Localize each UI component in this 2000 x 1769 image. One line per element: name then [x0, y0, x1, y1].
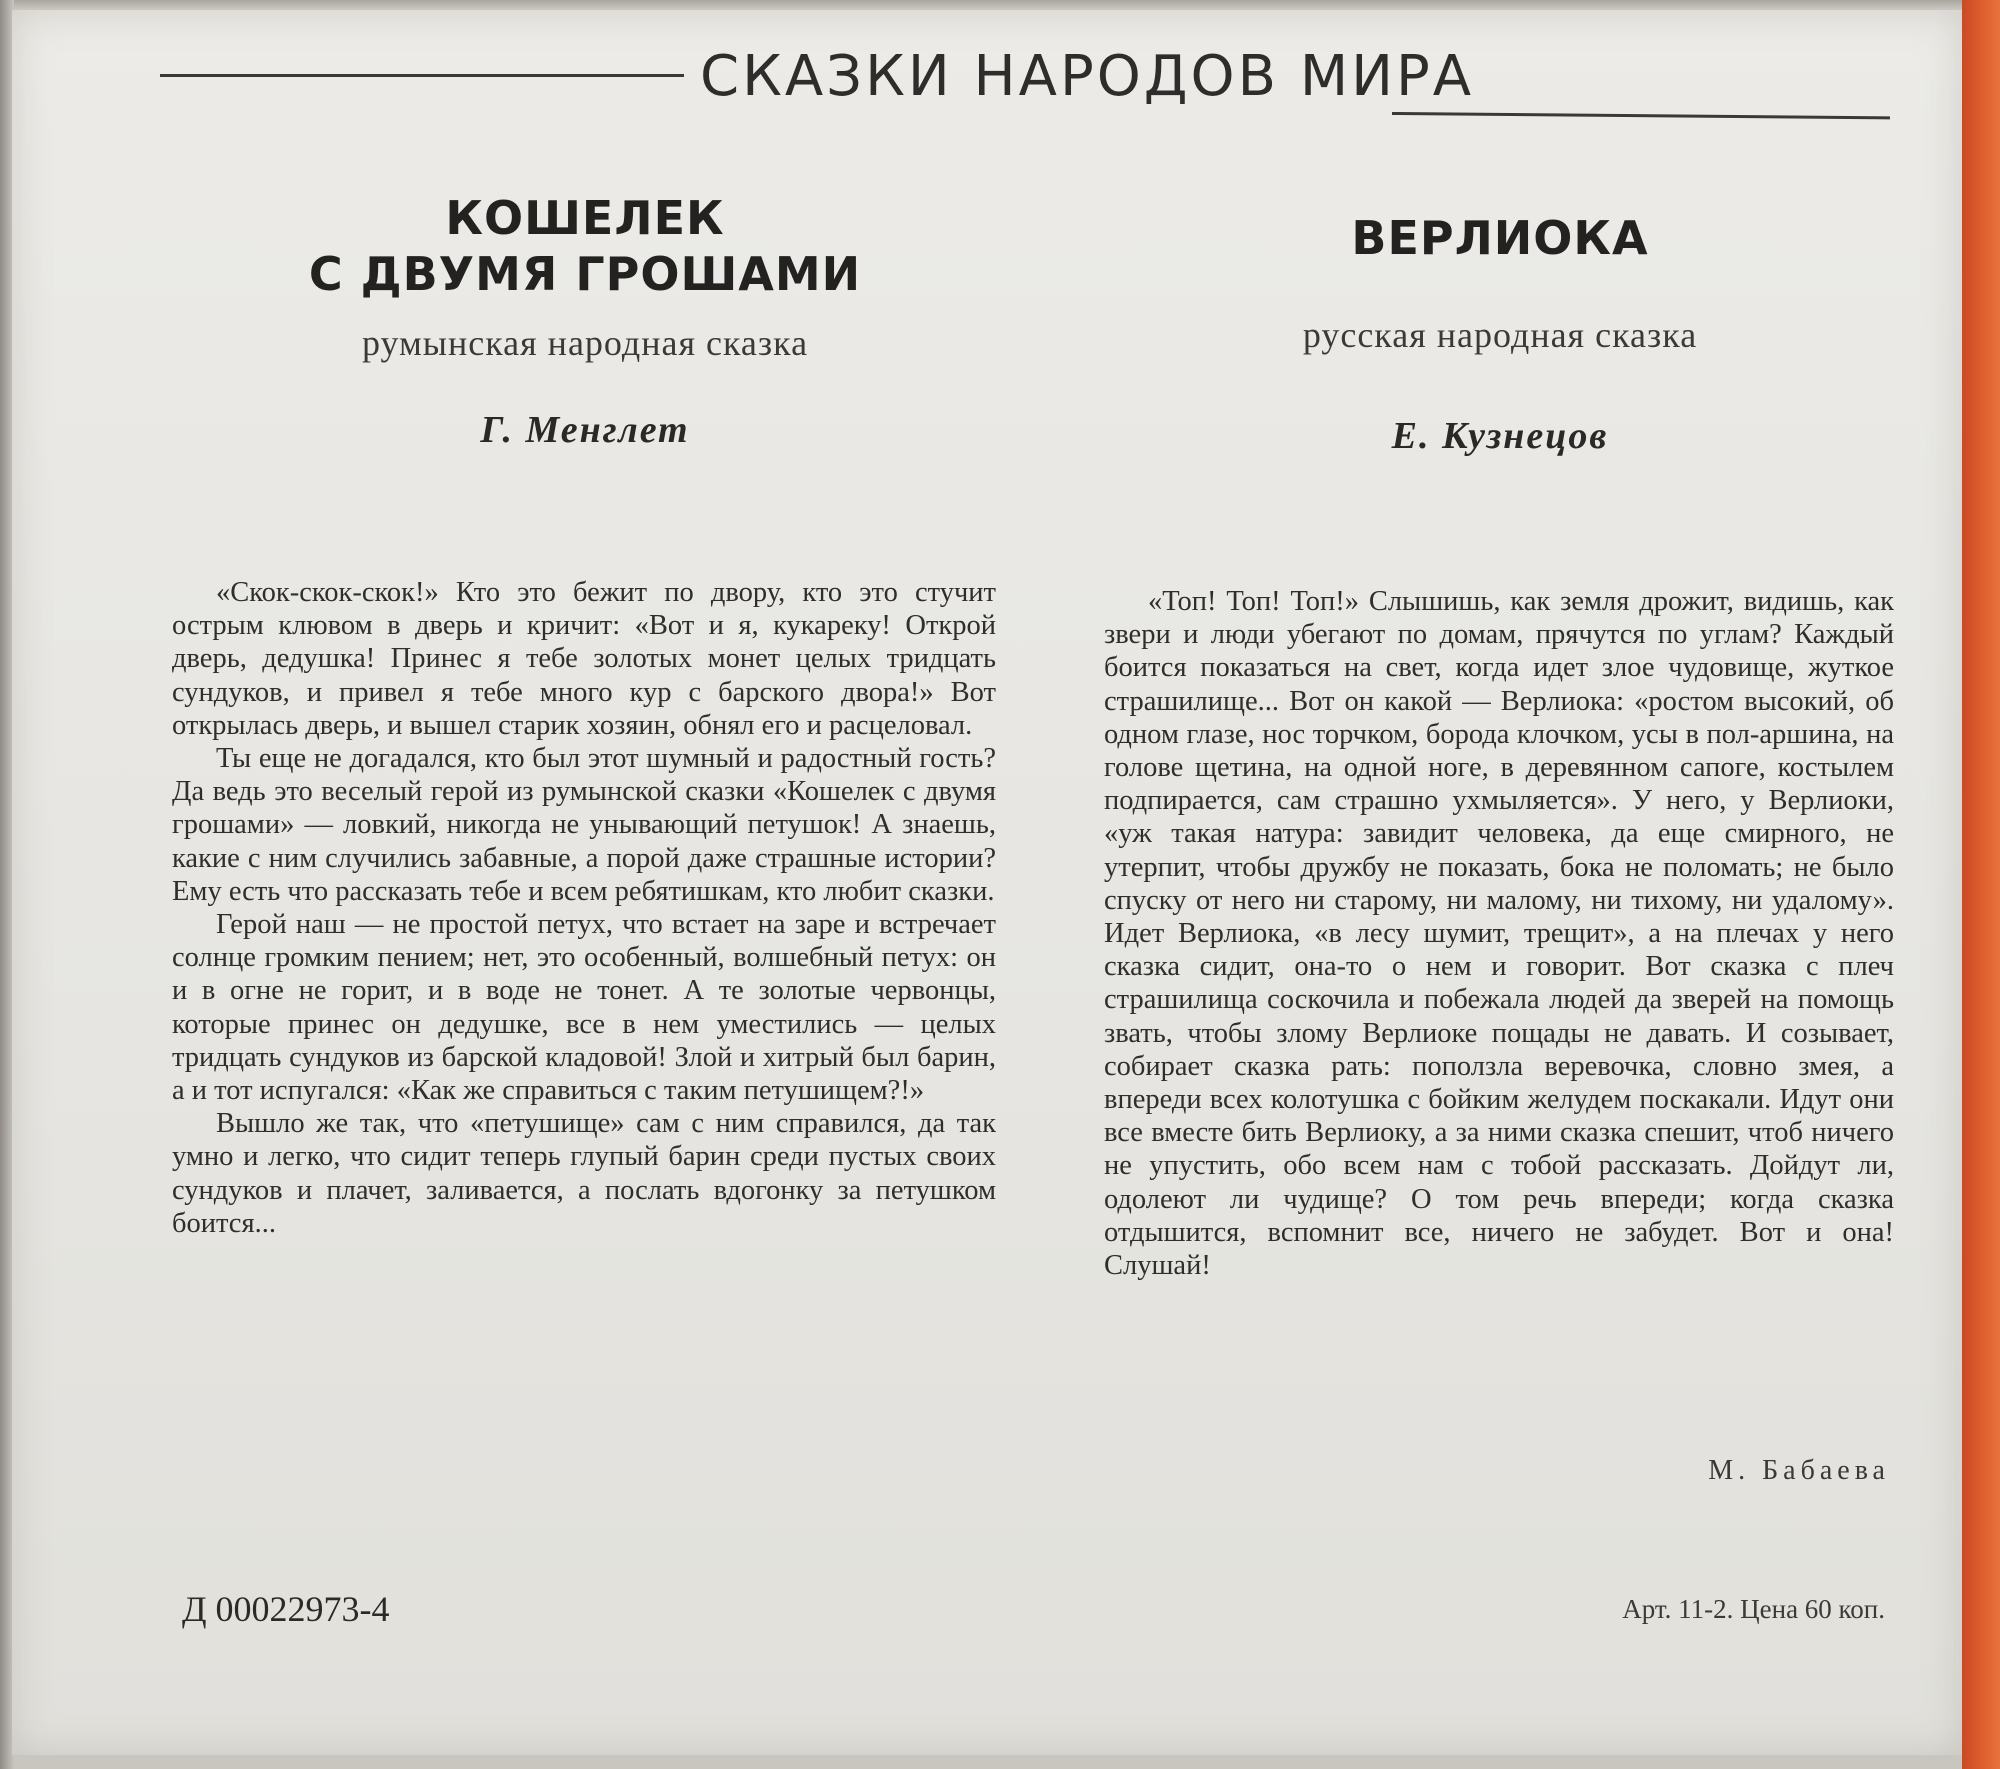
- left-story-subtitle: румынская народная сказка: [361, 323, 809, 363]
- right-paragraph-1: «Топ! Топ! Топ!» Слышишь, как земля дрожит, видишь, как звери и люди убегают по домам, прячутся по углам? Каждый боится показаться на свет, когда идет злое чудовище, жуткое страшилище... Вот он какой — Верлиока: «ростом высокий, об одном глазе, нос торчком, борода клочком, усы в пол-аршина, на голове щетина, на одной ноге, в деревянном сапоге, костылем подпирается, сам страшно ухмыляется». У него, у Верлиоки, «уж такая натура: завидит человека, да еще смирного, не утерпит, чтобы дружбу не показать, бока не поломать; не было спуску от него ни старому, ни малому, ни тихому, ни удалому». Идет Верлиока, «в лесу шумит, трещит», а на плечах у него сказка сидит, она-то о нем и говорит. Вот сказка с плеч страшилища соскочила и побежала людей да зверей на помощь звать, чтобы злому Верлиоке пощады не давать. И созывает, собирает сказка рать: поползла веревочка, словно змея, а впереди всех колотушка с бойким желудем поскакали. Идут они все вместе бить Верлиоку, а за ними сказка спешит, чтоб ничего не упустить, обо всем нам с тобой рассказать. Дойдут ли, одолеют ли чудище? О том речь впереди; когда сказка отдышится, вспомнит все, ничего не забудет. Вот и она! Слушай!: [1104, 586, 1894, 1282]
- series-title: СКАЗКИ НАРОДОВ МИРА: [700, 44, 1475, 109]
- left-paragraph-4: Вышло же так, что «петушище» сам с ним справился, да так умно и легко, что сидит теперь глупый барин среди пустых своих сундуков и плачет, заливается, а послать вдогонку за петушком боится...: [172, 1108, 996, 1239]
- left-story-header: [160, 190, 1010, 452]
- left-paragraph-2: Ты еще не догадался, кто был этот шумный и радостный гость? Да ведь это веселый герой из румынской сказки «Кошелек с двумя грошами» — ловкий, никогда не унывающий петушок! А знаешь, какие с ним случились забавные, а порой даже страшные истории? Ему есть что рассказать тебе и всем ребятишкам, кто любит сказки.: [172, 743, 996, 907]
- header-rule-left: [160, 74, 684, 77]
- catalog-number: Д 00022973-4: [182, 1589, 390, 1629]
- left-paragraph-1: «Скок-скок-скок!» Кто это бежит по двору, кто это стучит острым клювом в дверь и кричит: «Вот и я, кукареку! Открой дверь, дедушка! Принес я тебе золотых монет целых тридцать сундуков, и привел я тебе много кур с барского двора!» Вот открылась дверь, и вышел старик хозяин, обнял его и расцеловал.: [172, 577, 996, 741]
- left-story-title-line1: КОШЕЛЕК: [445, 191, 725, 245]
- left-paragraph-3: Герой наш — не простой петух, что встает на заре и встречает солнце громким пением; нет, это особенный, волшебный петух: он и в огне не горит, и в воде не тонет. А те золотые червонцы, которые принес он дедушке, все в нем уместились — целых тридцать сундуков из барской кладовой! Злой и хитрый был барин, а и тот испугался: «Как же справиться с таким петушищем?!»: [172, 909, 996, 1107]
- price-label: Арт. 11-2. Цена 60 коп.: [1622, 1594, 1885, 1624]
- left-story-description: [172, 576, 996, 1240]
- scan-edge-right-red-sleeve: [1962, 0, 2000, 1769]
- left-story-title-line2: С ДВУМЯ ГРОШАМИ: [308, 247, 862, 301]
- left-story-title: [160, 190, 1010, 302]
- author-signature: М. Бабаева: [1708, 1455, 1890, 1486]
- right-story-description: [1104, 585, 1894, 1282]
- right-story-subtitle: русская народная сказка: [1302, 315, 1698, 355]
- right-story-title: ВЕРЛИОКА: [1351, 211, 1649, 265]
- right-story-header: [1090, 210, 1910, 458]
- left-story-narrator: Г. Менглет: [480, 409, 690, 451]
- right-story-narrator: Е. Кузнецов: [1391, 415, 1609, 457]
